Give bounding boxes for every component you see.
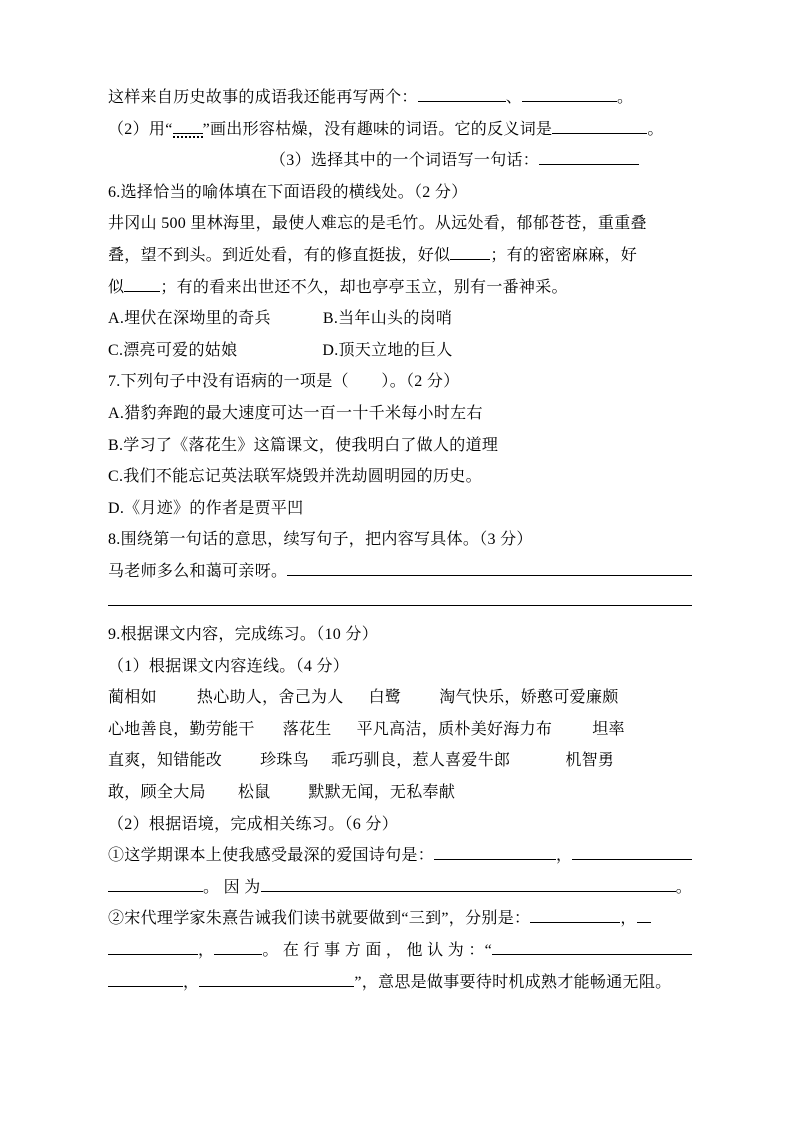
q7-option-d	[108, 495, 692, 527]
q8-title	[108, 526, 692, 558]
text-run: ，	[183, 973, 200, 991]
q7-title	[108, 368, 692, 400]
answer-blank	[199, 971, 354, 987]
q9-sub2-item2-line1	[108, 905, 692, 937]
answer-blank	[552, 118, 647, 134]
q5-sub2-line	[108, 116, 692, 148]
answer-blank	[450, 244, 490, 260]
text-run: ，	[620, 910, 637, 928]
q5-idioms-line	[108, 84, 692, 116]
wavy-underline-mark	[173, 118, 203, 134]
text-run: 蔺相如	[108, 689, 157, 707]
q6-passage-line2	[108, 242, 692, 274]
text-run: ①这学期课本上使我感受最深的爱国诗句是：	[108, 847, 435, 865]
q9-sub2-item2-line3	[108, 969, 692, 1001]
text-run: 8.围绕第一句话的意思，续写句子，把内容写具体。（3 分）	[108, 531, 533, 549]
answer-blank	[418, 86, 506, 102]
text-run: （2）根据语境，完成相关练习。（6 分）	[108, 815, 399, 833]
text-run: C.我们不能忘记英法联军烧毁并洗劫圆明园的历史。	[108, 468, 482, 486]
text-run: 敢，顾全大局	[108, 784, 206, 802]
text-run: 这样来自历史故事的成语我还能再写两个：	[108, 89, 418, 106]
text-run: 平凡高洁，质朴美好海力布	[356, 720, 553, 738]
text-run: 珍珠鸟	[260, 752, 310, 770]
text-run: ”画出形容枯燥，没有趣味的词语。它的反义词是	[202, 120, 553, 138]
text-run: ②宋代理学家朱熹告诫我们读书就要做到“三到”，分别是：	[108, 910, 531, 928]
q9-matching-line1	[108, 684, 692, 716]
q5-sub3-line	[108, 147, 692, 179]
q9-sub2-item1-line1	[108, 842, 692, 874]
q9-matching-line2	[108, 716, 692, 748]
text-run: B.学习了《落花生》这篇课文，使我明白了做人的道理	[108, 436, 499, 454]
text-run: 热心助人，舍己为人	[196, 689, 344, 707]
text-run: C.漂亮可爱的姑娘	[108, 341, 238, 359]
answer-blank	[108, 590, 692, 606]
text-run: 默默无闻，无私奉献	[308, 784, 456, 802]
answer-blank	[530, 907, 620, 923]
text-run: 井冈山 500 里林海里，最使人难忘的是毛竹。从远处看，郁郁苍苍，重重叠	[108, 215, 647, 233]
text-run: 马老师多么和蔼可亲呀。	[108, 562, 288, 580]
q9-matching-line3	[108, 747, 692, 779]
text-run: A.猎豹奔跑的最大速度可达一百一十千米每小时左右	[108, 404, 483, 422]
answer-blank	[214, 939, 262, 955]
answer-blank	[108, 876, 203, 892]
text-run: 。	[617, 89, 634, 106]
q9-sub1-title	[108, 653, 692, 685]
q7-option-b	[108, 432, 692, 464]
text-run: A.埋伏在深坳里的奇兵	[108, 310, 271, 328]
q6-options-ab	[108, 305, 692, 337]
text-run: 。	[675, 878, 692, 896]
text-run: ”，意思是做事要待时机成熟才能畅通无阻。	[354, 973, 672, 991]
q9-sub2-item1-line2	[108, 874, 692, 906]
q6-passage-line3	[108, 274, 692, 306]
q7-option-a	[108, 400, 692, 432]
answer-blank	[124, 276, 160, 292]
text-run: ，	[556, 847, 573, 865]
text-run: 松鼠	[237, 784, 271, 802]
text-run: 落花生	[282, 720, 332, 738]
text-run: （3）选择其中的一个词语写一句话：	[270, 152, 540, 170]
q6-passage-line1	[108, 210, 692, 242]
text-run: B.当年山头的岗哨	[322, 310, 453, 328]
text-run: 白鹭	[368, 689, 402, 707]
answer-blank	[572, 844, 692, 860]
text-run: ；有的看来出世还不久，却也亭亭玉立，别有一番神采。	[160, 278, 568, 296]
q7-option-c	[108, 463, 692, 495]
q9-title	[108, 621, 692, 653]
q6-options-cd	[108, 337, 692, 369]
text-run: 。 在 行 事 方 面 ， 他 认 为 ：“	[262, 942, 493, 960]
answer-blank	[522, 86, 617, 102]
answer-blank	[261, 876, 676, 892]
answer-blank	[434, 844, 556, 860]
text-run: 、	[505, 89, 523, 106]
answer-blank	[108, 971, 183, 987]
answer-blank	[539, 149, 639, 165]
text-run: 心地善良，勤劳能干	[108, 720, 255, 738]
q6-title	[108, 179, 692, 211]
q8-prompt-line	[108, 558, 692, 590]
q9-sub2-title	[108, 811, 692, 843]
q9-sub2-item2-line2	[108, 937, 692, 969]
text-run: 6.选择恰当的喻体填在下面语段的横线处。（2 分）	[108, 183, 468, 201]
text-run: 叠，望不到头。到近处看，有的修直挺拔，好似	[108, 246, 451, 264]
text-run: 机智勇	[565, 752, 615, 770]
answer-blank	[492, 939, 692, 955]
answer-blank	[108, 939, 198, 955]
document-body	[108, 84, 692, 1000]
q8-answer-line	[108, 590, 692, 622]
text-run: 坦率	[592, 720, 625, 738]
text-run: ，	[198, 942, 215, 960]
answer-blank	[637, 907, 651, 923]
text-run: 乖巧驯良，惹人喜爱牛郎	[331, 752, 511, 770]
text-run: D.顶天立地的巨人	[322, 341, 453, 359]
text-run: （1）根据课文内容连线。（4 分）	[108, 657, 350, 675]
text-run: （2）用“	[108, 120, 173, 138]
text-run: 似	[108, 278, 125, 296]
answer-blank	[287, 560, 692, 576]
text-run: 直爽，知错能改	[108, 752, 223, 770]
text-run: 淘气快乐，娇憨可爱廉颇	[439, 689, 619, 707]
text-run: 。 因 为	[203, 878, 261, 896]
text-run: 9.根据课文内容，完成练习。（10 分）	[108, 626, 379, 644]
text-run: 。	[647, 120, 664, 138]
text-run: ；有的密密麻麻，好	[490, 246, 638, 264]
text-run: D.《月迹》的作者是贾平凹	[108, 499, 304, 517]
text-run: 7.下列句子中没有语病的一项是（ ）。（2 分）	[108, 373, 460, 391]
q9-matching-line4	[108, 779, 692, 811]
